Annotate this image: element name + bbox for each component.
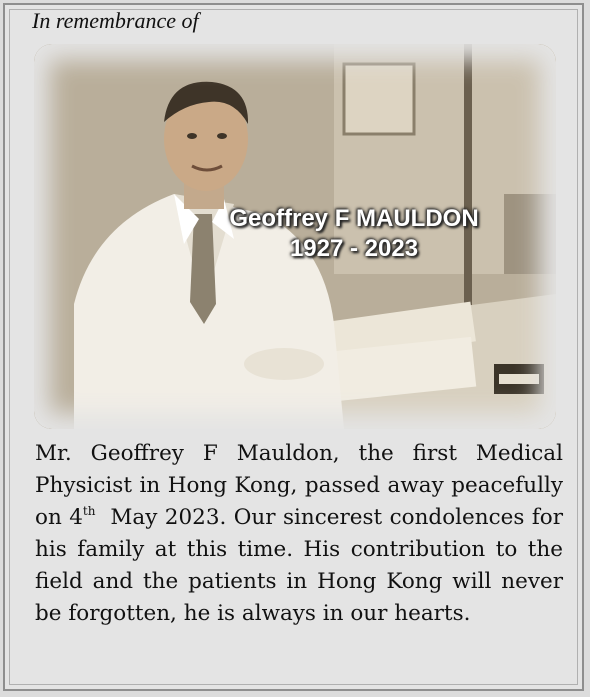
heading: In remembrance of bbox=[32, 8, 199, 33]
ordinal-suffix: th bbox=[82, 504, 96, 518]
caption-name: Geoffrey F MAULDON bbox=[229, 205, 479, 232]
message-part-2: May 2023. Our sincerest condolences for his family at this time. His contribution to the field and the patients in Hong Kong will never be forgotten, he is always in our hearts. bbox=[35, 505, 564, 626]
portrait-photo bbox=[34, 44, 556, 429]
condolence-message bbox=[35, 438, 563, 630]
caption-years: 1927 - 2023 bbox=[289, 235, 419, 262]
message-part-1: Mr. Geoffrey F Mauldon, the first Medical Physicist in Hong Kong, passed away peacefully on 4 bbox=[35, 441, 563, 530]
